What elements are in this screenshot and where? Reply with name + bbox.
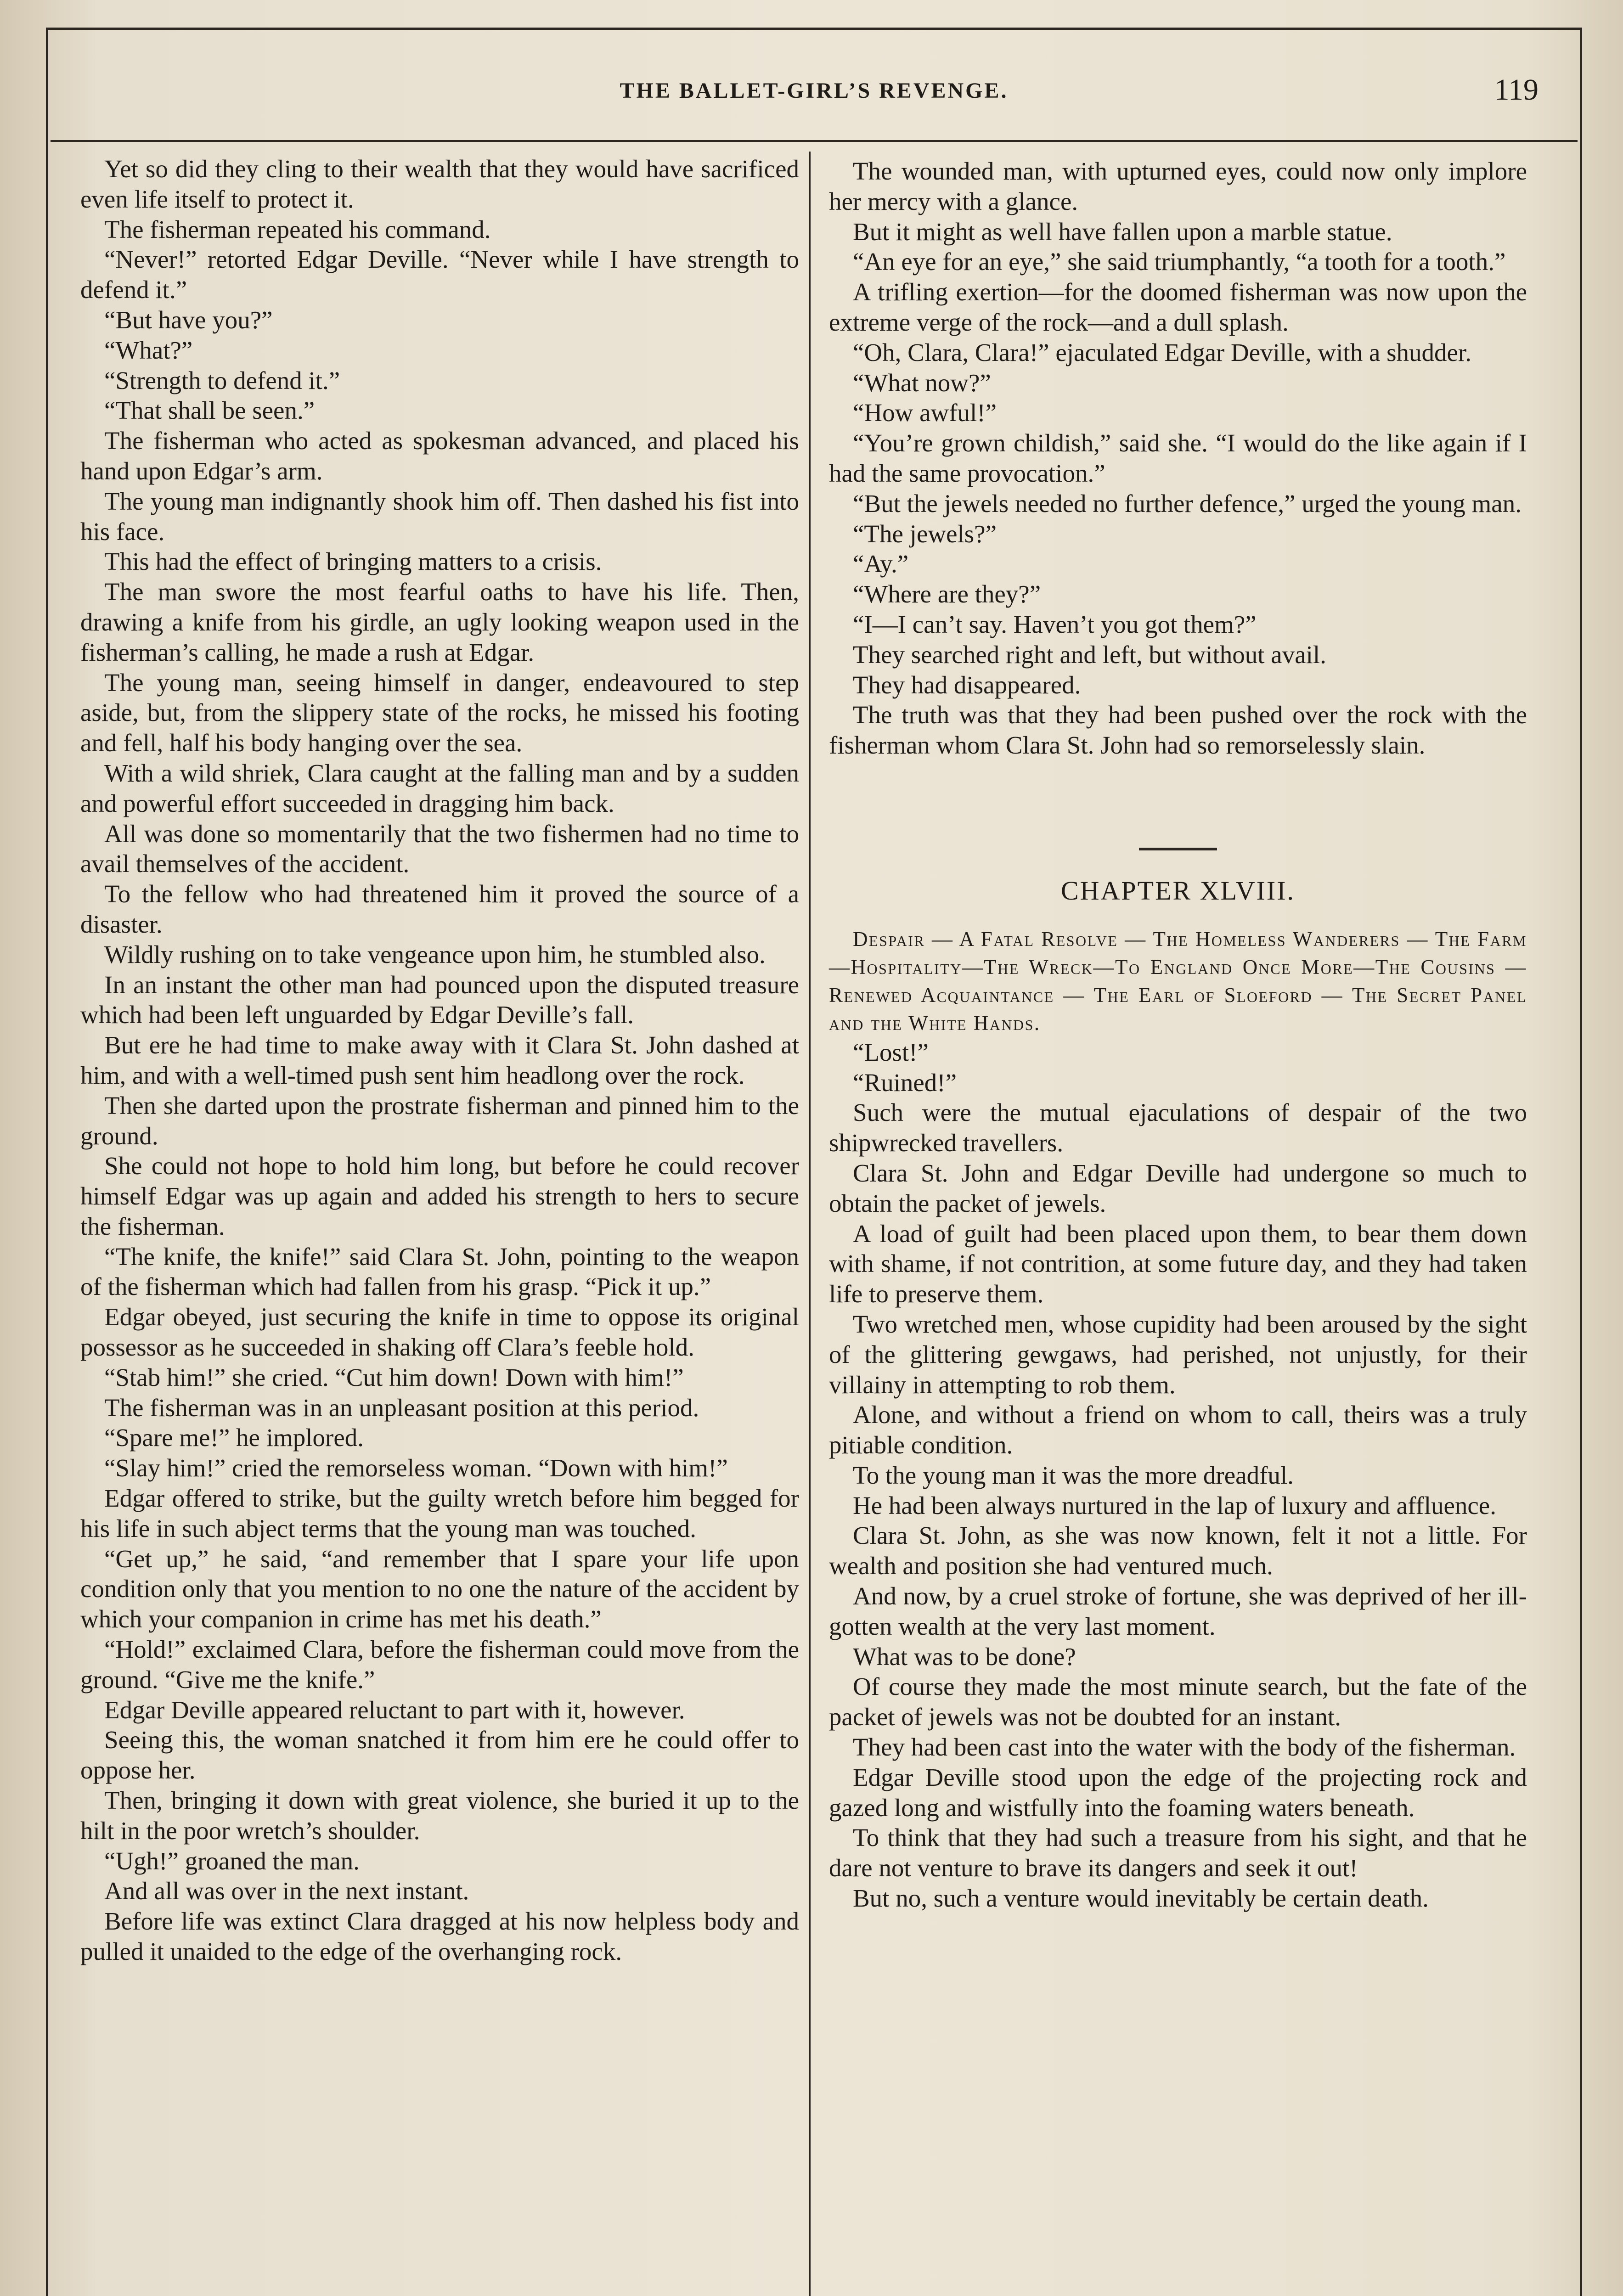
paragraph: “I—I can’t say. Haven’t you got them?”	[853, 610, 1257, 638]
paragraph: Seeing this, the woman snatched it from him ere he could offer to oppose her.	[80, 1726, 799, 1784]
paragraph: The fisherman repeated his command.	[104, 215, 491, 243]
paragraph: Then, bringing it down with great violence, she buried it up to the hilt in the poor wretch’s shoulder.	[80, 1786, 799, 1845]
paragraph: To think that they had such a treasure from his sight, and that he dare not venture to brave its dangers and seek it out!	[829, 1823, 1527, 1882]
paragraph: He had been always nurtured in the lap of luxury and affluence.	[853, 1491, 1496, 1519]
running-title: THE BALLET-GIRL’S REVENGE.	[620, 79, 1009, 103]
paragraph: Such were the mutual ejaculations of despair of the two shipwrecked travellers.	[829, 1098, 1527, 1157]
column-divider	[809, 152, 811, 2296]
paragraph: “Spare me!” he implored.	[104, 1424, 364, 1452]
paragraph: “Hold!” exclaimed Clara, before the fisherman could move from the ground. “Give me the knife.”	[80, 1635, 799, 1694]
paragraph: But it might as well have fallen upon a marble statue.	[853, 217, 1392, 246]
paragraph: A trifling exertion—for the doomed fisherman was now upon the extreme verge of the rock—and a dull splash.	[829, 278, 1527, 336]
paragraph: Wildly rushing on to take vengeance upon him, he stumbled also.	[104, 940, 766, 968]
right-column-text-bottom	[829, 1037, 1527, 1913]
paragraph: Edgar offered to strike, but the guilty wretch before him begged for his life in such abject terms that the young man was touched.	[80, 1484, 799, 1542]
paragraph: “But have you?”	[104, 305, 273, 334]
page-number: 119	[1494, 73, 1538, 107]
paragraph: “Stab him!” she cried. “Cut him down! Down with him!”	[104, 1363, 684, 1391]
right-column	[829, 156, 1527, 1913]
paragraph: The wounded man, with upturned eyes, could now only implore her mercy with a glance.	[829, 157, 1527, 215]
paragraph: “You’re grown childish,” said she. “I would do the like again if I had the same provocation.”	[829, 429, 1527, 487]
chapter-title: CHAPTER XLVIII.	[1060, 875, 1296, 906]
paragraph: “Where are they?”	[853, 580, 1041, 608]
paragraph: All was done so momentarily that the two fishermen had no time to avail themselves of the accident.	[80, 819, 799, 878]
paragraph: Edgar Deville stood upon the edge of the projecting rock and gazed long and wistfully into the foaming waters beneath.	[829, 1763, 1527, 1822]
paragraph: Edgar Deville appeared reluctant to part with it, however.	[104, 1695, 685, 1724]
paragraph: “Strength to defend it.”	[104, 366, 340, 394]
paragraph: They had disappeared.	[853, 670, 1081, 699]
paragraph: Then she darted upon the prostrate fisherman and pinned him to the ground.	[80, 1091, 799, 1150]
paragraph: The fisherman who acted as spokesman advanced, and placed his hand upon Edgar’s arm.	[80, 427, 799, 485]
paragraph: A load of guilt had been placed upon them, to bear them down with shame, if not contrition, at some future day, and they had taken life to preserve them.	[829, 1219, 1527, 1308]
paragraph: “Slay him!” cried the remorseless woman. “Down with him!”	[104, 1454, 728, 1482]
paragraph: They searched right and left, but without avail.	[853, 640, 1326, 669]
paragraph: “Ay.”	[853, 550, 909, 578]
paragraph: To the fellow who had threatened him it proved the source of a disaster.	[80, 880, 799, 938]
paragraph: The young man indignantly shook him off. Then dashed his fist into his face.	[80, 487, 799, 546]
paragraph: Edgar obeyed, just securing the knife in time to oppose its original possessor as he succeeded in shaking off Clara’s feeble hold.	[80, 1303, 799, 1362]
page-header	[46, 69, 1582, 133]
paragraph: She could not hope to hold him long, but before he could recover himself Edgar was up again and added his strength to hers to secure the fisherman.	[80, 1152, 799, 1240]
paragraph: “What now?”	[853, 368, 991, 397]
paragraph: But no, such a venture would inevitably be certain death.	[853, 1884, 1429, 1913]
paragraph: “That shall be seen.”	[104, 396, 315, 425]
paragraph: “Get up,” he said, “and remember that I spare your life upon condition only that you mention to no one the nature of the accident by which your companion in crime has met his death.”	[80, 1544, 799, 1633]
paragraph: “Oh, Clara, Clara!” ejaculated Edgar Deville, with a shudder.	[853, 338, 1471, 366]
paragraph: “What?”	[104, 336, 193, 364]
paragraph: To the young man it was the more dreadful.	[853, 1461, 1294, 1489]
paragraph: “How awful!”	[853, 399, 997, 427]
paragraph: In an instant the other man had pounced upon the disputed treasure which had been left unguarded by Edgar Deville’s fall.	[80, 970, 799, 1029]
paragraph: They had been cast into the water with the body of the fisherman.	[853, 1733, 1516, 1761]
paragraph: “Ugh!” groaned the man.	[104, 1846, 360, 1875]
chapter-synopsis: Despair — A Fatal Resolve — The Homeless Wanderers — The Farm—Hospitality—The Wreck—To England Once More—The Cousins — Renewed Acquaintance — The Earl of Sloeford — The Secret Panel and the White Hands.	[829, 927, 1527, 1035]
paragraph: “The jewels?”	[853, 519, 997, 548]
paragraph: And all was over in the next instant.	[104, 1877, 469, 1905]
paragraph: With a wild shriek, Clara caught at the falling man and by a sudden and powerful effort succeeded in dragging him back.	[80, 759, 799, 817]
paragraph: “But the jewels needed no further defence,” urged the young man.	[853, 489, 1522, 518]
paragraph: Before life was extinct Clara dragged at his now helpless body and pulled it unaided to the edge of the overhanging rock.	[80, 1907, 799, 1966]
paragraph: The fisherman was in an unpleasant position at this period.	[104, 1393, 699, 1422]
left-column	[80, 154, 799, 1967]
paragraph: “An eye for an eye,” she said triumphantly, “a tooth for a tooth.”	[853, 248, 1506, 276]
paragraph: Clara St. John and Edgar Deville had undergone so much to obtain the packet of jewels.	[829, 1159, 1527, 1217]
paragraph: Yet so did they cling to their wealth that they would have sacrificed even life itself to protect it.	[80, 155, 799, 213]
paragraph: Clara St. John, as she was now known, felt it not a little. For wealth and position she had ventured much.	[829, 1521, 1527, 1580]
paragraph: Alone, and without a friend on whom to call, theirs was a truly pitiable condition.	[829, 1401, 1527, 1459]
header-rule	[51, 140, 1578, 142]
paragraph: “Lost!”	[853, 1038, 929, 1066]
paragraph: “Ruined!”	[853, 1068, 957, 1097]
right-column-text-top	[829, 156, 1527, 760]
paragraph: What was to be done?	[853, 1642, 1076, 1671]
paragraph: Two wretched men, whose cupidity had been aroused by the sight of the glittering gewgaws, had perished, not unjustly, for their villainy in attempting to rob them.	[829, 1310, 1527, 1399]
paragraph: This had the effect of bringing matters to a crisis.	[104, 547, 602, 576]
paragraph: “Never!” retorted Edgar Deville. “Never while I have strength to defend it.”	[80, 245, 799, 304]
paragraph: The truth was that they had been pushed over the rock with the fisherman whom Clara St. John had so remorselessly slain.	[829, 701, 1527, 760]
paragraph: “The knife, the knife!” said Clara St. John, pointing to the weapon of the fisherman which had fallen from his grasp. “Pick it up.”	[80, 1242, 799, 1301]
paragraph: And now, by a cruel stroke of fortune, she was deprived of her ill-gotten wealth at the very last moment.	[829, 1582, 1527, 1640]
section-divider	[1139, 848, 1217, 850]
paragraph: But ere he had time to make away with it Clara St. John dashed at him, and with a well-timed push sent him headlong over the rock.	[80, 1031, 799, 1089]
paragraph: The man swore the most fearful oaths to have his life. Then, drawing a knife from his girdle, an ugly looking weapon used in the fisherman’s calling, he made a rush at Edgar.	[80, 578, 799, 666]
paragraph: The young man, seeing himself in danger, endeavoured to step aside, but, from the slippery state of the rocks, he missed his footing and fell, half his body hanging over the sea.	[80, 668, 799, 757]
paragraph: Of course they made the most minute search, but the fate of the packet of jewels was not be doubted for an instant.	[829, 1672, 1527, 1731]
